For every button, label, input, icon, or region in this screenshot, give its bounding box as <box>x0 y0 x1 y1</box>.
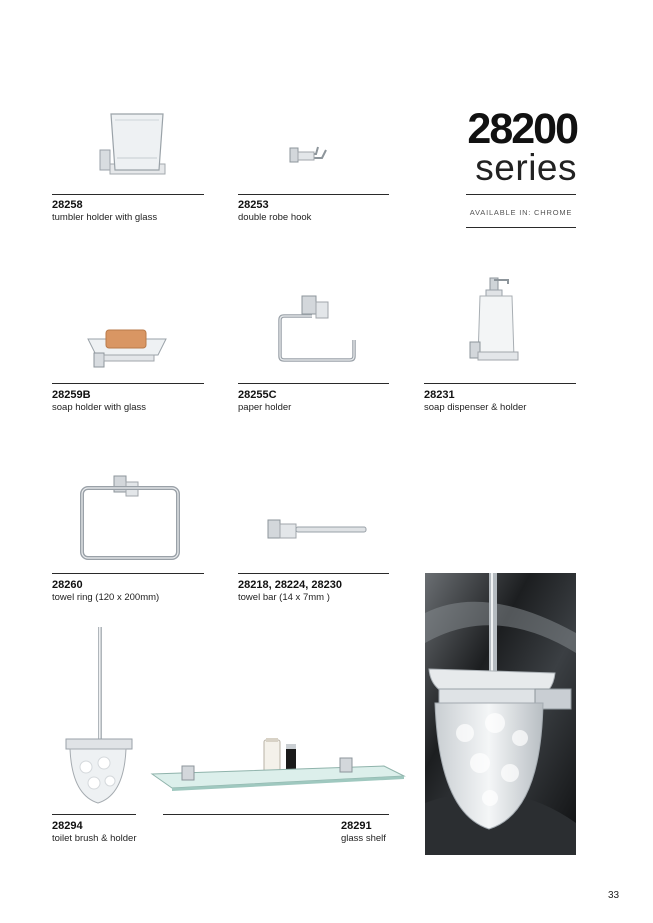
toilet-brush-photo <box>425 573 576 855</box>
soap-dispenser-image <box>468 272 528 368</box>
product-desc-28253: double robe hook <box>238 212 312 223</box>
product-code-28258: 28258 <box>52 199 83 211</box>
product-rule-28291 <box>163 814 389 815</box>
product-code-28294: 28294 <box>52 820 83 832</box>
product-desc-28260: towel ring (120 x 200mm) <box>52 592 160 603</box>
product-rule-28294 <box>52 814 136 815</box>
toilet-brush-image <box>64 627 136 807</box>
availability-note: AVAILABLE IN: CHROME <box>469 208 573 217</box>
product-code-28255C: 28255C <box>238 389 277 401</box>
series-number: 28200 <box>467 105 577 153</box>
page-number: 33 <box>608 890 620 901</box>
product-code-28253: 28253 <box>238 199 269 211</box>
series-label: series <box>475 147 577 188</box>
product-rule-28260 <box>52 573 204 574</box>
product-desc-28231: soap dispenser & holder <box>424 402 527 413</box>
product-code-28231: 28231 <box>424 389 455 401</box>
product-rule-28255C <box>238 383 389 384</box>
towel-ring-image <box>76 474 186 564</box>
series-bottom-rule <box>466 227 576 228</box>
product-rule-28258 <box>52 194 204 195</box>
product-desc-28291: glass shelf <box>341 833 386 844</box>
product-desc-28255C: paper holder <box>238 402 292 413</box>
tumbler-holder-image <box>95 108 175 188</box>
product-code-28218: 28218, 28224, 28230 <box>238 579 342 591</box>
product-desc-28294: toilet brush & holder <box>52 833 137 844</box>
product-desc-28218: towel bar (14 x 7mm ) <box>238 592 330 603</box>
product-rule-28253 <box>238 194 389 195</box>
product-desc-28259B: soap holder with glass <box>52 402 146 413</box>
soap-holder-image <box>84 325 174 370</box>
product-rule-28259B <box>52 383 204 384</box>
glass-shelf-image <box>150 738 406 798</box>
robe-hook-image <box>288 142 338 168</box>
towel-bar-image <box>266 516 368 544</box>
series-top-rule <box>466 194 576 195</box>
product-code-28260: 28260 <box>52 579 83 591</box>
paper-holder-image <box>272 294 362 364</box>
product-code-28291: 28291 <box>341 820 372 832</box>
product-code-28259B: 28259B <box>52 389 91 401</box>
product-rule-28231 <box>424 383 576 384</box>
product-desc-28258: tumbler holder with glass <box>52 212 158 223</box>
product-rule-28218 <box>238 573 389 574</box>
